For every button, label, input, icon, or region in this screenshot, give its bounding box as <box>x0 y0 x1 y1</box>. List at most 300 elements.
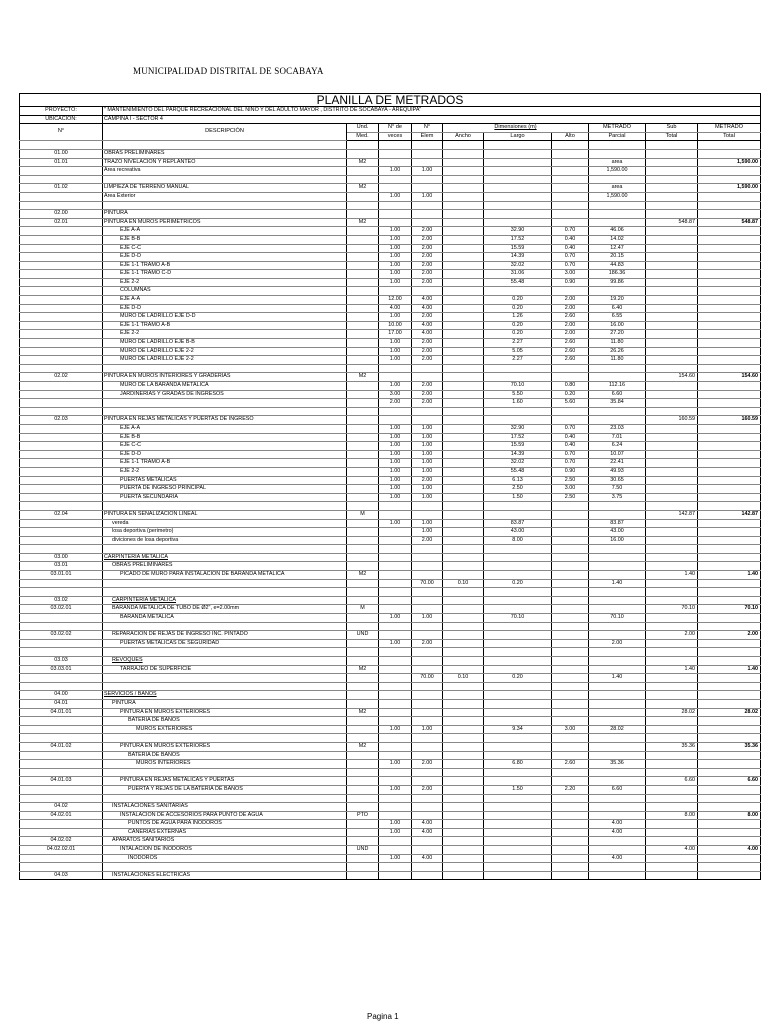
cell-item-description: SERVICIOS / BAÑOS <box>103 691 347 700</box>
cell-item-number: 03.03 <box>20 657 103 666</box>
cell-height: 2.00 <box>552 330 589 339</box>
cell-elements <box>412 742 443 751</box>
cell-item-description: INSTALACIONES ELECTRICAS <box>103 871 347 880</box>
cell-subtotal <box>646 244 698 253</box>
cell-unit <box>347 167 379 176</box>
cell-subtotal <box>646 261 698 270</box>
cell-height: 2.60 <box>552 760 589 769</box>
cell-height <box>552 192 589 201</box>
cell-times <box>379 648 412 657</box>
cell-length <box>484 407 552 416</box>
table-row <box>20 553 761 562</box>
cell-times: 1.00 <box>379 167 412 176</box>
cell-elements <box>412 210 443 219</box>
cell-total <box>698 725 761 734</box>
table-row <box>20 235 761 244</box>
cell-width <box>443 751 484 760</box>
cell-subtotal: 2.00 <box>646 631 698 640</box>
cell-length: 8.00 <box>484 536 552 545</box>
cell-item-number: 04.01 <box>20 699 103 708</box>
cell-width <box>443 803 484 812</box>
cell-width <box>443 510 484 519</box>
cell-item-description <box>103 794 347 803</box>
cell-total: 70.10 <box>698 605 761 614</box>
cell-width <box>443 717 484 726</box>
cell-unit <box>347 493 379 502</box>
cell-item-number: 02.02 <box>20 373 103 382</box>
cell-times <box>379 768 412 777</box>
cell-width <box>443 837 484 846</box>
cell-partial <box>589 742 646 751</box>
cell-partial: 6.24 <box>589 442 646 451</box>
cell-times <box>379 502 412 511</box>
cell-elements: 1.00 <box>412 467 443 476</box>
cell-height <box>552 871 589 880</box>
cell-length <box>484 691 552 700</box>
cell-partial <box>589 863 646 872</box>
cell-length: 15.59 <box>484 244 552 253</box>
cell-unit <box>347 837 379 846</box>
cell-height <box>552 665 589 674</box>
cell-width <box>443 605 484 614</box>
cell-height <box>552 588 589 597</box>
cell-subtotal <box>646 588 698 597</box>
cell-total <box>698 622 761 631</box>
cell-item-description: Area Exterior <box>103 192 347 201</box>
cell-elements: 1.00 <box>412 614 443 623</box>
cell-width <box>443 253 484 262</box>
cell-elements: 2.00 <box>412 536 443 545</box>
table-row <box>20 382 761 391</box>
cell-subtotal <box>646 674 698 683</box>
cell-total <box>698 433 761 442</box>
cell-unit <box>347 399 379 408</box>
cell-length: 17.52 <box>484 433 552 442</box>
table-row <box>20 218 761 227</box>
cell-item-number: 03.01.01 <box>20 571 103 580</box>
table-row <box>20 390 761 399</box>
cell-partial <box>589 287 646 296</box>
cell-subtotal <box>646 519 698 528</box>
cell-item-number <box>20 476 103 485</box>
cell-item-number <box>20 751 103 760</box>
cell-times <box>379 665 412 674</box>
cell-subtotal <box>646 184 698 193</box>
cell-length <box>484 811 552 820</box>
table-row <box>20 373 761 382</box>
cell-length: 6.80 <box>484 760 552 769</box>
cell-unit <box>347 442 379 451</box>
cell-subtotal: 35.36 <box>646 742 698 751</box>
cell-width <box>443 407 484 416</box>
cell-width <box>443 175 484 184</box>
cell-width <box>443 442 484 451</box>
table-row <box>20 407 761 416</box>
cell-times: 1.00 <box>379 235 412 244</box>
table-row <box>20 364 761 373</box>
cell-elements <box>412 846 443 855</box>
cell-item-number <box>20 768 103 777</box>
cell-height: 2.60 <box>552 339 589 348</box>
col-header-sub2: Total <box>646 132 698 141</box>
cell-total: 6.60 <box>698 777 761 786</box>
cell-partial <box>589 596 646 605</box>
metrados-table <box>19 93 761 880</box>
cell-length <box>484 699 552 708</box>
cell-unit <box>347 760 379 769</box>
cell-partial <box>589 699 646 708</box>
cell-item-number <box>20 399 103 408</box>
cell-unit <box>347 476 379 485</box>
cell-width <box>443 201 484 210</box>
cell-item-description: OBRAS PRELIMINARES <box>103 562 347 571</box>
cell-elements: 1.00 <box>412 493 443 502</box>
table-row <box>20 760 761 769</box>
cell-total <box>698 614 761 623</box>
table-row <box>20 648 761 657</box>
cell-length <box>484 545 552 554</box>
cell-elements: 1.00 <box>412 450 443 459</box>
cell-times <box>379 837 412 846</box>
cell-width <box>443 313 484 322</box>
cell-height <box>552 777 589 786</box>
cell-width <box>443 682 484 691</box>
cell-total <box>698 493 761 502</box>
cell-item-number <box>20 321 103 330</box>
table-row <box>20 596 761 605</box>
cell-subtotal <box>646 278 698 287</box>
cell-item-number <box>20 244 103 253</box>
cell-length <box>484 141 552 150</box>
table-row <box>20 467 761 476</box>
cell-total: 1.40 <box>698 571 761 580</box>
cell-item-description: PINTURA <box>103 210 347 219</box>
cell-subtotal: 8.00 <box>646 811 698 820</box>
cell-width <box>443 390 484 399</box>
cell-elements <box>412 201 443 210</box>
cell-item-number <box>20 347 103 356</box>
cell-partial: 99.86 <box>589 278 646 287</box>
cell-length <box>484 871 552 880</box>
table-row <box>20 571 761 580</box>
cell-elements <box>412 510 443 519</box>
cell-subtotal <box>646 210 698 219</box>
table-row <box>20 433 761 442</box>
cell-unit <box>347 287 379 296</box>
cell-subtotal <box>646 760 698 769</box>
table-row <box>20 278 761 287</box>
cell-height <box>552 691 589 700</box>
cell-subtotal: 142.87 <box>646 510 698 519</box>
cell-length <box>484 631 552 640</box>
cell-height: 0.70 <box>552 424 589 433</box>
cell-width <box>443 768 484 777</box>
cell-item-description: TRAZO NIVELACION Y REPLANTEO <box>103 158 347 167</box>
cell-unit <box>347 485 379 494</box>
cell-elements: 4.00 <box>412 854 443 863</box>
cell-elements: 1.00 <box>412 192 443 201</box>
cell-elements: 2.00 <box>412 382 443 391</box>
cell-partial: 112.16 <box>589 382 646 391</box>
cell-unit <box>347 785 379 794</box>
cell-subtotal: 28.02 <box>646 708 698 717</box>
cell-unit <box>347 330 379 339</box>
cell-unit <box>347 562 379 571</box>
cell-width <box>443 158 484 167</box>
cell-times: 1.00 <box>379 313 412 322</box>
cell-elements: 4.00 <box>412 820 443 829</box>
cell-elements: 2.00 <box>412 390 443 399</box>
cell-item-description <box>103 768 347 777</box>
cell-times <box>379 734 412 743</box>
cell-width <box>443 184 484 193</box>
cell-item-description <box>103 141 347 150</box>
cell-total <box>698 287 761 296</box>
cell-subtotal <box>646 803 698 812</box>
cell-height <box>552 639 589 648</box>
cell-total <box>698 321 761 330</box>
cell-total <box>698 201 761 210</box>
col-header-elem2: Elem <box>412 132 443 141</box>
cell-unit: UND <box>347 846 379 855</box>
cell-times <box>379 699 412 708</box>
cell-unit: M2 <box>347 158 379 167</box>
cell-length <box>484 373 552 382</box>
cell-partial <box>589 657 646 666</box>
cell-length <box>484 287 552 296</box>
cell-unit: M2 <box>347 571 379 580</box>
cell-width <box>443 330 484 339</box>
cell-elements <box>412 751 443 760</box>
cell-width <box>443 304 484 313</box>
cell-subtotal <box>646 399 698 408</box>
cell-elements <box>412 863 443 872</box>
cell-partial <box>589 218 646 227</box>
cell-height: 0.70 <box>552 459 589 468</box>
cell-subtotal <box>646 579 698 588</box>
cell-length: 0.20 <box>484 304 552 313</box>
cell-partial: 2.00 <box>589 639 646 648</box>
cell-subtotal <box>646 253 698 262</box>
cell-unit <box>347 321 379 330</box>
cell-height <box>552 364 589 373</box>
cell-total <box>698 330 761 339</box>
cell-width <box>443 416 484 425</box>
cell-width <box>443 657 484 666</box>
cell-item-number <box>20 459 103 468</box>
cell-item-description: CARPINTERIA METALICA <box>103 596 347 605</box>
cell-item-description: MURO DE LADRILLO EJE 2-2 <box>103 356 347 365</box>
cell-total <box>698 141 761 150</box>
cell-partial <box>589 622 646 631</box>
cell-width <box>443 553 484 562</box>
cell-item-number <box>20 588 103 597</box>
table-row <box>20 820 761 829</box>
cell-width <box>443 854 484 863</box>
cell-partial: 26.26 <box>589 347 646 356</box>
cell-times <box>379 210 412 219</box>
cell-elements: 2.00 <box>412 235 443 244</box>
cell-elements <box>412 149 443 158</box>
col-header-und: Und. <box>347 124 379 133</box>
cell-unit <box>347 192 379 201</box>
cell-item-description: EJE 1-1 TRAMO A-B <box>103 321 347 330</box>
cell-item-number: 04.02 <box>20 803 103 812</box>
cell-partial <box>589 871 646 880</box>
cell-partial: 28.02 <box>589 725 646 734</box>
cell-partial <box>589 502 646 511</box>
cell-unit: M <box>347 510 379 519</box>
cell-total <box>698 364 761 373</box>
cell-height: 0.70 <box>552 450 589 459</box>
cell-width <box>443 846 484 855</box>
cell-item-number <box>20 648 103 657</box>
cell-partial: 83.87 <box>589 519 646 528</box>
cell-height: 0.90 <box>552 278 589 287</box>
cell-height: 2.50 <box>552 493 589 502</box>
project-value: " MANTENIMIENTO DEL PARQUE RECREACIONAL DEL NIÑO Y DEL ADULTO MAYOR , DISTRITO DE SOCABAYA - AREQUIPA" <box>103 107 761 116</box>
cell-length <box>484 210 552 219</box>
cell-unit <box>347 364 379 373</box>
cell-elements <box>412 407 443 416</box>
cell-partial: 6.60 <box>589 390 646 399</box>
table-row <box>20 313 761 322</box>
cell-length <box>484 648 552 657</box>
cell-length <box>484 167 552 176</box>
table-body <box>20 141 761 880</box>
cell-width <box>443 742 484 751</box>
cell-subtotal <box>646 794 698 803</box>
cell-item-description <box>103 863 347 872</box>
cell-times <box>379 588 412 597</box>
cell-unit <box>347 519 379 528</box>
cell-total <box>698 674 761 683</box>
cell-total <box>698 235 761 244</box>
cell-total <box>698 253 761 262</box>
cell-height <box>552 407 589 416</box>
cell-length <box>484 751 552 760</box>
table-row <box>20 450 761 459</box>
cell-elements <box>412 158 443 167</box>
cell-subtotal <box>646 201 698 210</box>
table-row <box>20 149 761 158</box>
cell-height <box>552 201 589 210</box>
cell-item-number: 03.02 <box>20 596 103 605</box>
cell-total: 8.00 <box>698 811 761 820</box>
cell-width <box>443 596 484 605</box>
cell-total <box>698 717 761 726</box>
cell-total <box>698 854 761 863</box>
cell-subtotal: 154.60 <box>646 373 698 382</box>
cell-elements <box>412 545 443 554</box>
cell-length: 83.87 <box>484 519 552 528</box>
cell-times: 1.00 <box>379 192 412 201</box>
cell-unit <box>347 725 379 734</box>
cell-width <box>443 467 484 476</box>
cell-height <box>552 510 589 519</box>
table-row <box>20 347 761 356</box>
cell-height: 0.90 <box>552 467 589 476</box>
cell-times <box>379 811 412 820</box>
cell-item-description: PINTURA EN MUROS PERIMETRICOS <box>103 218 347 227</box>
cell-elements <box>412 768 443 777</box>
cell-item-number: 01.01 <box>20 158 103 167</box>
cell-times: 1.00 <box>379 485 412 494</box>
cell-subtotal <box>646 149 698 158</box>
cell-unit: M2 <box>347 373 379 382</box>
cell-length <box>484 596 552 605</box>
cell-elements <box>412 596 443 605</box>
col-header-desc: DESCRIPCIÓN <box>103 124 347 141</box>
cell-item-description: EJE 1-1 TRAMO A-B <box>103 261 347 270</box>
cell-times: 1.00 <box>379 253 412 262</box>
cell-partial <box>589 149 646 158</box>
cell-times <box>379 682 412 691</box>
cell-subtotal <box>646 648 698 657</box>
cell-subtotal <box>646 820 698 829</box>
col-header-ancho: Ancho <box>443 132 484 141</box>
cell-length: 70.10 <box>484 614 552 623</box>
cell-subtotal <box>646 158 698 167</box>
cell-length: 1.26 <box>484 313 552 322</box>
cell-unit <box>347 828 379 837</box>
cell-unit <box>347 691 379 700</box>
cell-width <box>443 614 484 623</box>
cell-width <box>443 493 484 502</box>
cell-partial <box>589 553 646 562</box>
cell-unit <box>347 528 379 537</box>
cell-times: 1.00 <box>379 278 412 287</box>
cell-subtotal <box>646 227 698 236</box>
cell-height <box>552 682 589 691</box>
project-label: PROYECTO: <box>20 107 103 116</box>
cell-width <box>443 665 484 674</box>
cell-unit <box>347 296 379 305</box>
cell-times: 1.00 <box>379 785 412 794</box>
cell-length: 32.02 <box>484 459 552 468</box>
cell-item-number <box>20 201 103 210</box>
cell-length: 0.20 <box>484 296 552 305</box>
cell-unit <box>347 175 379 184</box>
cell-item-description: MUROS EXTERIORES <box>103 725 347 734</box>
cell-height <box>552 175 589 184</box>
cell-subtotal: 4.00 <box>646 846 698 855</box>
cell-subtotal <box>646 717 698 726</box>
cell-height <box>552 674 589 683</box>
cell-subtotal <box>646 304 698 313</box>
cell-times <box>379 803 412 812</box>
cell-elements <box>412 416 443 425</box>
cell-length <box>484 192 552 201</box>
cell-subtotal <box>646 596 698 605</box>
table-row <box>20 287 761 296</box>
cell-height <box>552 657 589 666</box>
cell-item-number: 04.00 <box>20 691 103 700</box>
cell-width <box>443 149 484 158</box>
table-row <box>20 330 761 339</box>
cell-total: 2.00 <box>698 631 761 640</box>
table-row <box>20 785 761 794</box>
cell-total <box>698 399 761 408</box>
cell-item-number <box>20 545 103 554</box>
cell-unit: UND <box>347 631 379 640</box>
cell-times <box>379 545 412 554</box>
cell-item-number: 04.03 <box>20 871 103 880</box>
cell-length <box>484 794 552 803</box>
cell-item-description: Area recreativa <box>103 167 347 176</box>
cell-unit <box>347 717 379 726</box>
cell-item-number: 03.03.01 <box>20 665 103 674</box>
